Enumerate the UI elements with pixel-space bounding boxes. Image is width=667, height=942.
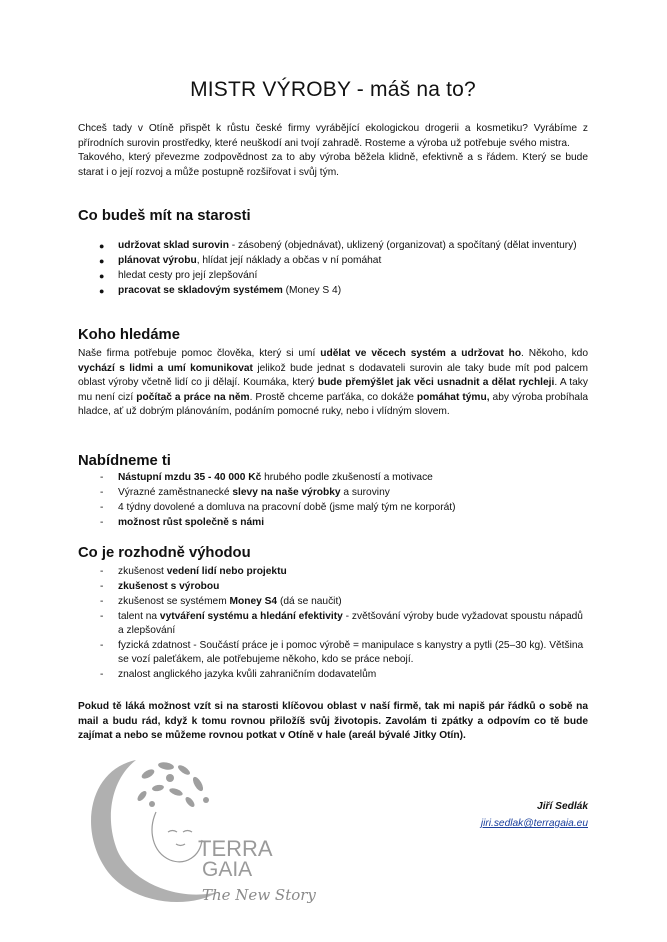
terra-gaia-logo: [78, 752, 328, 912]
who-paragraph: Naše firma potřebuje pomoc člověka, který si umí udělat ve věcech systém a udržovat ho. Někoho, kdo vychází s lidmi a umí komunikovat jelikož bude jednat s dodavateli surovin ale taky bude mít pod palcem oblast výroby včetně lidí co ji dělají. Koumáka, který bude přemýšlet jak věci usnadnit a dělat rychleji. A taky mu není cizí počítač a práce na něm. Prostě chceme parťáka, co dokáže pomáhat týmu, aby výroba probíhala hladce, ať už dobrým plánováním, podáním pomocné ruky, nebo i vlídným slovem.: [78, 348, 588, 418]
logo-terra-text: TERRA: [198, 836, 273, 861]
bullet-icon: ●: [99, 270, 105, 281]
section-heading-advantage: Co je rozhodně výhodou: [78, 545, 251, 561]
list-item: - znalost anglického jazyka kvůli zahraničním dodavatelům: [100, 669, 377, 681]
signature-email-link[interactable]: [481, 818, 588, 829]
page-title: MISTR VÝROBY - máš na to?: [190, 78, 476, 101]
section-heading-duties: Co budeš mít na starosti: [78, 208, 251, 224]
intro-paragraph-1: Chceš tady v Otíně přispět k růstu české firmy vyrábějící ekologickou drogerii a kosmetiku? Vyrábíme z přírodních surovin prostředky, které neuškodí ani tvojí zahradě. Rosteme a výroba už potřebuje svého mistra.: [78, 123, 588, 149]
bullet-icon: ●: [99, 241, 105, 251]
list-item: - zkušenost vedení lidí nebo projektu: [100, 566, 287, 577]
list-item: ● pracovat se skladovým systémem (Money S 4): [78, 284, 588, 298]
list-item: - talent na vytváření systému a hledání efektivity - zvětšování výroby bude vyžadovat spoustu nápadů a zlepšování: [100, 610, 583, 637]
list-item: - Výrazné zaměstnanecké slevy na naše výrobky a suroviny: [100, 486, 390, 498]
logo-face-illustration: [152, 812, 202, 862]
list-item: ● plánovat výrobu, hlídat její náklady a občas v ní pomáhat: [78, 254, 588, 268]
bullet-icon: ●: [99, 255, 105, 266]
list-item: - 4 týdny dovolené a domluva na pracovní době (jsme malý tým ne korporát): [100, 501, 456, 513]
advantage-list: [78, 565, 588, 683]
section-heading-offer: Nabídneme ti: [78, 453, 171, 469]
logo-gaia-text: GAIA: [202, 858, 253, 881]
list-item: ● hledat cesty pro její zlepšování: [78, 269, 588, 283]
list-item: ● udržovat sklad surovin - zásobený (objednávat), uklizený (organizovat) a spočítaný (dělat inventury): [78, 239, 588, 253]
list-item: - možnost růst společně s námi: [100, 516, 265, 528]
list-item: - zkušenost se systémem Money S4 (dá se naučit): [100, 595, 342, 607]
list-item: - zkušenost s výrobou: [100, 580, 220, 592]
logo-tagline-text: The New Story: [202, 886, 316, 904]
duties-list: [78, 239, 588, 298]
closing-paragraph: Pokud tě láká možnost vzít si na starosti klíčovou oblast v naší firmě, tak mi napiš pár řádků o sobě na mail a budu rád, když k tomu rovnou přiložíš svůj životopis. Zavolám ti zpátky a odpovím co tě bude zajímat a nebo se můžeme rovnou potkat v Otíně v hale (areál bývalé Jitky Otín).: [78, 701, 588, 742]
email-link[interactable]: jiri.sedlak@terragaia.eu: [480, 818, 588, 829]
section-heading-who: Koho hledáme: [78, 327, 180, 343]
signature-name: Jiří Sedlák: [537, 801, 588, 812]
list-item: - Nástupní mzdu 35 - 40 000 Kč hrubého podle zkušeností a motivace: [100, 472, 433, 483]
intro-paragraph-2: Takového, který převezme zodpovědnost za to aby výroba běžela klidně, efektivně a s řádem. Který se bude starat i o její rozvoj a může postupně rozšiřovat i svůj tým.: [78, 152, 588, 178]
list-item: - fyzická zdatnost - Součástí práce je i pomoc výrobě = manipulace s kanystry a pytli (25–30 kg). Většina se vozí paleťákem, ale potřebujeme někoho, kdo se práce nebojí.: [100, 640, 584, 666]
intro-text: [78, 122, 588, 180]
logo-leaves: [136, 761, 209, 808]
bullet-icon: ●: [99, 285, 105, 296]
offer-list: [78, 471, 588, 530]
